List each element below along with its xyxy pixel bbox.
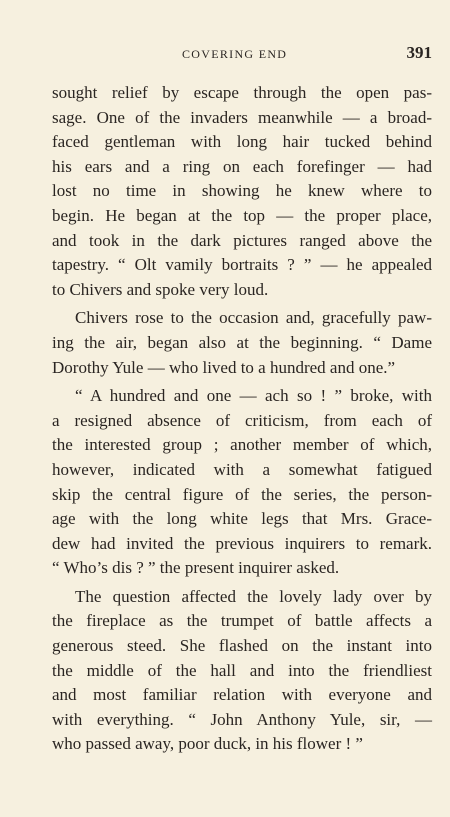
text-line: begin. He began at the top — the proper place, <box>52 205 432 225</box>
paragraph-3 <box>52 384 432 581</box>
text-line: who passed away, poor duck, in his flower ! ” <box>52 734 363 754</box>
text-line: dew had invited the previous inquirers to remark. <box>52 533 432 553</box>
body-text <box>52 81 432 761</box>
paragraph-1 <box>52 81 432 302</box>
running-title: COVERING END <box>182 47 288 61</box>
paragraph-4 <box>52 585 432 757</box>
text-line: sought relief by escape through the open pas- <box>52 83 432 102</box>
text-line: to Chivers and spoke very loud. <box>52 279 269 299</box>
text-line: the middle of the hall and into the friendliest <box>52 660 432 680</box>
text-line: age with the long white legs that Mrs. Grace- <box>52 509 432 529</box>
text-line: his ears and a ring on each forefinger — had <box>52 156 432 176</box>
running-head <box>52 43 432 63</box>
text-line: tapestry. “ Olt vamily bortraits ? ” — he appealed <box>52 255 432 275</box>
text-line: ing the air, began also at the beginning. “ Dame <box>52 332 432 352</box>
text-line: generous steed. She flashed on the instant into <box>52 636 432 656</box>
text-line: however, indicated with a somewhat fatigued <box>52 459 432 479</box>
text-line: Chivers rose to the occasion and, gracefully paw- <box>75 308 432 328</box>
text-line: “ Who’s dis ? ” the present inquirer asked. <box>52 558 340 578</box>
text-line: faced gentleman with long hair tucked behind <box>52 132 432 152</box>
text-line: “ A hundred and one — ach so ! ” broke, with <box>75 386 432 406</box>
paragraph-2 <box>52 306 432 380</box>
page-number: 391 <box>406 43 432 62</box>
text-line: the fireplace as the trumpet of battle affects a <box>52 611 432 631</box>
text-line: Dorothy Yule — who lived to a hundred and one.” <box>52 357 396 377</box>
text-line: lost no time in showing he knew where to <box>52 181 432 201</box>
text-line: and most familiar relation with everyone and <box>52 685 432 705</box>
text-line: sage. One of the invaders meanwhile — a broad- <box>52 107 432 127</box>
text-line: a resigned absence of criticism, from each of <box>52 410 432 430</box>
text-line: The question affected the lovely lady over by <box>75 586 432 606</box>
text-line: the interested group ; another member of which, <box>52 435 432 455</box>
text-line: skip the central figure of the series, the person- <box>52 484 432 504</box>
text-line: and took in the dark pictures ranged above the <box>52 230 432 250</box>
text-line: with everything. “ John Anthony Yule, sir, — <box>52 709 432 729</box>
